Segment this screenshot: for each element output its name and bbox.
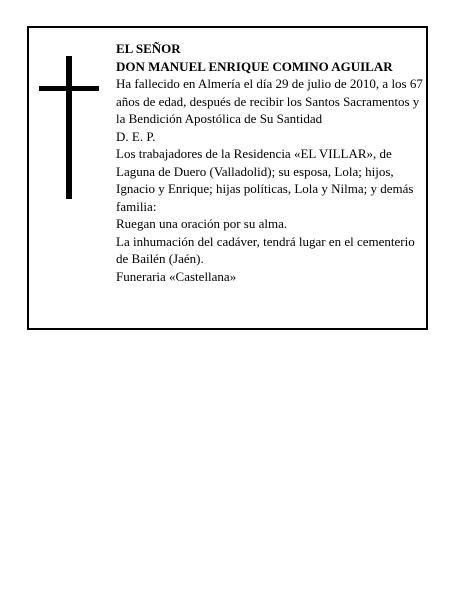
family-text: Los trabajadores de la Residencia «EL VILLAR», de Laguna de Duero (Valladolid); su esposa, Lola; hijos, Ignacio y Enrique; hijas políticas, Lola y Nilma; y demás familia: — [116, 146, 414, 214]
funeral-home: Funeraria «Castellana» — [116, 268, 237, 284]
cross-horizontal-bar — [39, 86, 99, 91]
deceased-name: DON MANUEL ENRIQUE COMINO AGUILAR — [116, 58, 393, 74]
cross-vertical-bar — [66, 56, 72, 199]
rip-text: D. E. P. — [116, 128, 156, 144]
obituary-notice — [27, 26, 428, 330]
notice-text — [116, 40, 428, 285]
notice-title: EL SEÑOR — [116, 41, 181, 56]
burial-info: La inhumación del cadáver, tendrá lugar en el cementerio de Bailén (Jaén). — [116, 233, 415, 266]
death-announcement: Ha fallecido en Almería el día 29 de julio de 2010, a los 67 años de edad, después de recibir los Santos Sacramentos y la Bendición Apostólica de Su Santidad — [116, 76, 423, 126]
prayer-request: Ruegan una oración por su alma. — [116, 216, 288, 231]
cross-icon — [39, 56, 99, 199]
